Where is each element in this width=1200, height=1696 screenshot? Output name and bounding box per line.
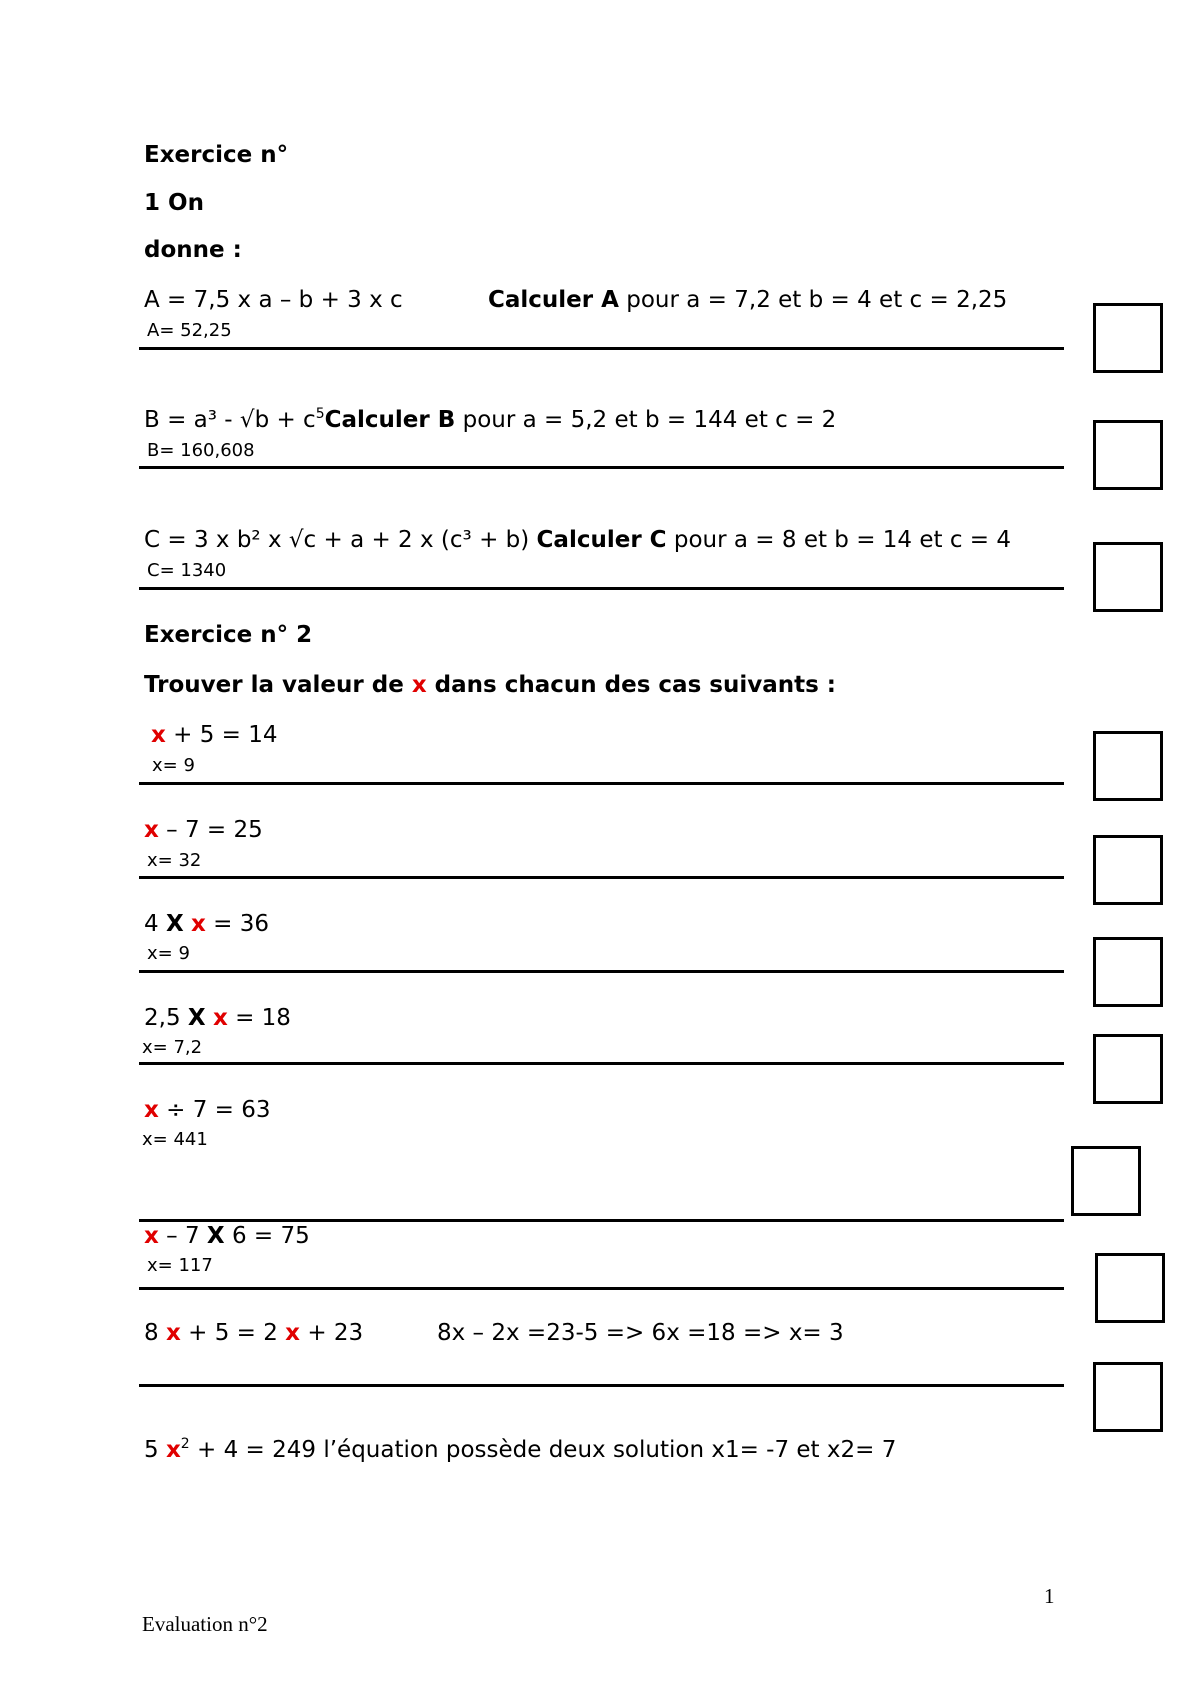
ex2-eq-3 [144,911,269,937]
score-box [1093,420,1163,490]
ex2-eq-5-answer: x= 441 [142,1129,208,1150]
variable-x: x [151,722,166,748]
ex2-eq-6-rest: 6 = 75 [224,1223,310,1249]
variable-x: x [144,1097,159,1123]
answer-line [139,587,1064,590]
ex2-title: Exercice n° 2 [144,622,313,648]
answer-line [139,876,1064,879]
ex2-eq-1-rest: + 5 = 14 [165,722,278,748]
ex1-item-b-expr [144,407,836,433]
ex2-eq-3-pre: 4 [144,911,166,937]
ex1-item-a-answer: A= 52,25 [147,320,232,341]
score-box [1095,1253,1165,1323]
ex1-item-c-answer: C= 1340 [147,560,227,581]
ex1-title-line1: Exercice n° [144,142,289,168]
multiply-sign: X [165,911,184,937]
ex1-item-a-instruction [488,287,1007,313]
ex2-eq-4-answer: x= 7,2 [142,1037,203,1058]
answer-line [139,1219,1064,1222]
variable-x: x [165,1320,181,1346]
ex2-eq-7 [144,1320,363,1346]
answer-line [139,466,1064,469]
ex2-eq-4-rest: = 18 [227,1005,291,1031]
ex2-eq-8 [144,1437,896,1463]
variable-x: x [191,911,206,937]
ex2-eq-1-answer: x= 9 [152,755,195,776]
ex2-eq-4 [144,1005,291,1031]
variable-x: x [144,1223,159,1249]
variable-x: x [285,1320,301,1346]
ex2-eq-6-mid: – 7 [158,1223,207,1249]
ex2-eq-8-rest: + 4 = 249 l’équation possède deux solution x1= -7 et x2= 7 [189,1437,897,1463]
variable-x: x [212,1005,228,1031]
ex2-eq-7-pre: 8 [144,1320,166,1346]
ex1-item-b-answer: B= 160,608 [147,440,255,461]
ex1-item-c-expr [144,527,1011,553]
ex2-eq-4-pre: 2,5 [144,1005,188,1031]
ex1-item-b-cond: pour a = 5,2 et b = 144 et c = 2 [455,407,837,433]
ex2-instruction-part2: dans chacun des cas suivants : [426,672,836,698]
ex2-instruction-x: x [411,672,427,698]
ex2-instruction [144,672,836,698]
ex2-instruction-part1: Trouver la valeur de [144,672,412,698]
ex2-eq-7-mid: + 5 = 2 [180,1320,286,1346]
answer-line [139,970,1064,973]
footer-label: Evaluation n°2 [142,1612,268,1636]
ex2-eq-7-solution: 8x – 2x =23-5 => 6x =18 => x= 3 [437,1320,844,1346]
answer-line [139,782,1064,785]
ex2-eq-3-rest: = 36 [205,911,270,937]
ex2-eq-8-exponent: 2 [180,1436,190,1452]
ex1-item-c-calc: Calculer C [536,527,667,553]
score-box [1093,937,1163,1007]
answer-line [139,1287,1064,1290]
multiply-sign: X [206,1223,225,1249]
ex1-item-c-cond: pour a = 8 et b = 14 et c = 4 [666,527,1012,553]
ex2-eq-1 [151,722,278,748]
ex1-item-b-expr-main: B = a³ - √b + c [144,407,316,433]
variable-x: x [144,817,159,843]
ex2-eq-8-pre: 5 [144,1437,166,1463]
ex1-item-a-calc: Calculer A [488,287,619,313]
page-number: 1 [1044,1584,1055,1608]
ex1-item-b-calc: Calculer B [324,407,456,433]
multiply-sign: X [187,1005,206,1031]
variable-x: x [165,1437,181,1463]
ex2-eq-2-answer: x= 32 [147,850,202,871]
answer-line [139,1384,1064,1387]
ex2-eq-5 [144,1097,271,1123]
ex1-item-a-expr: A = 7,5 x a – b + 3 x c [144,287,403,313]
ex1-item-c-expr-main: C = 3 x b² x √c + a + 2 x (c³ + b) [144,527,537,553]
score-box [1093,303,1163,373]
score-box [1093,1034,1163,1104]
answer-line [139,347,1064,350]
ex2-eq-5-rest: ÷ 7 = 63 [158,1097,271,1123]
ex2-eq-2 [144,817,263,843]
score-box [1093,1362,1163,1432]
ex1-title-line2: 1 On [144,190,204,216]
ex2-eq-2-rest: – 7 = 25 [158,817,263,843]
score-box [1093,835,1163,905]
ex1-item-a-cond: pour a = 7,2 et b = 4 et c = 2,25 [618,287,1008,313]
score-box [1071,1146,1141,1216]
ex2-eq-6 [144,1223,310,1249]
ex2-eq-6-answer: x= 117 [147,1255,213,1276]
score-box [1093,731,1163,801]
ex2-eq-3-answer: x= 9 [147,943,190,964]
answer-line [139,1062,1064,1065]
ex1-title-line3: donne : [144,237,242,263]
ex2-eq-7-rest: + 23 [300,1320,364,1346]
score-box [1093,542,1163,612]
ex1-item-b-exponent: 5 [315,406,325,422]
